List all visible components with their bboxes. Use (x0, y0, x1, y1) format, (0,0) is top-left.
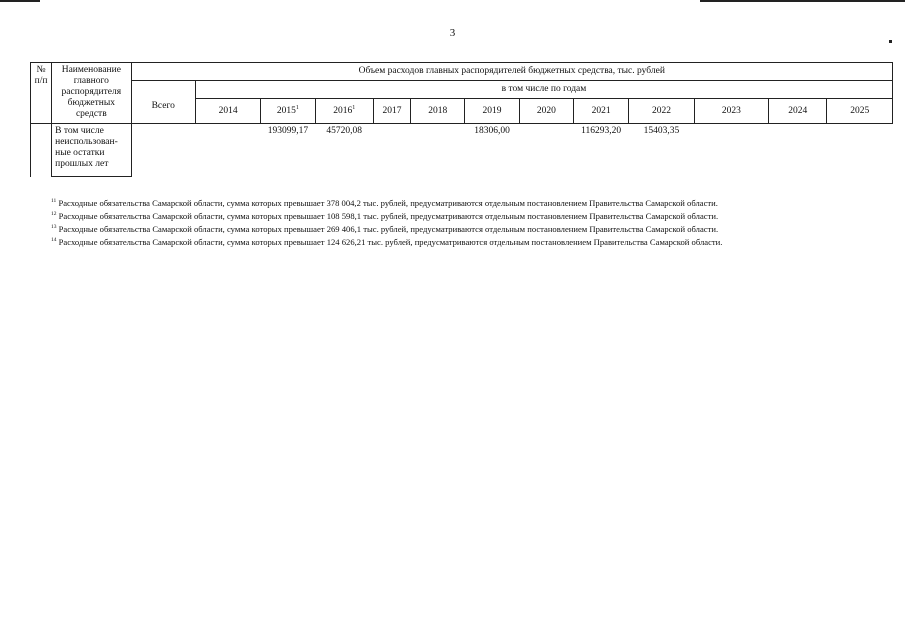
value-cell-2017 (373, 124, 410, 177)
year-label: 2020 (536, 105, 556, 116)
year-header-2015 (261, 99, 315, 124)
year-header-2018 (411, 99, 465, 124)
scan-mark-top-right (700, 0, 905, 2)
footnote-text: Расходные обязательства Самарской области, сумма которых превышает 269 406,1 тыс. рублей, предусматриваются отдельным постановлением Правительства Самарской области. (56, 224, 719, 234)
footnote (51, 210, 722, 223)
year-header-2021 (573, 99, 628, 124)
row-number-cell (31, 124, 52, 177)
value-cell-2021: 116293,20 (581, 126, 622, 136)
footnote (51, 223, 722, 236)
value-cell-2014 (195, 124, 260, 177)
footnote (51, 236, 722, 249)
value-cell-2020 (519, 124, 573, 177)
year-label: 2019 (482, 105, 502, 116)
year-header-2017 (373, 99, 410, 124)
footnote-mark: 14 (51, 237, 57, 244)
row-total-cell (131, 124, 195, 177)
value-cell-2018 (411, 124, 465, 177)
total-header: Всего (131, 81, 195, 124)
value-cell-2016: 45720,08 (326, 126, 363, 136)
footnote-text: Расходные обязательства Самарской области, сумма которых превышает 124 626,21 тыс. рублей, предусматриваются отдельным постановлением Правительства Самарской области. (56, 237, 723, 247)
year-label: 2023 (721, 105, 741, 116)
year-label: 2018 (428, 105, 448, 116)
year-label: 2022 (651, 105, 671, 116)
year-label: 2024 (788, 105, 808, 116)
col-name-header: Наименование главного распорядителя бюджетных средств (52, 63, 131, 124)
value-cell-2019: 18306,00 (474, 126, 510, 136)
value-cell-2024 (769, 124, 827, 177)
value-cell-2025 (827, 124, 893, 177)
year-label: 2014 (218, 105, 238, 116)
year-header-2019 (465, 99, 519, 124)
year-header-2023 (694, 99, 768, 124)
year-header-2014 (195, 99, 260, 124)
row-name-cell: В том числе неиспользован-ные остатки прошлых лет (52, 124, 131, 177)
year-header-2025 (827, 99, 893, 124)
expense-header: Объем расходов главных распорядителей бюджетных средства, тыс. рублей (131, 63, 892, 81)
scan-mark-top-left (0, 0, 40, 2)
year-footnote-mark: 1 (295, 104, 299, 111)
year-footnote-mark: 1 (352, 104, 356, 111)
year-label: 2025 (850, 105, 870, 116)
page-number: 3 (449, 27, 456, 39)
footnote-text: Расходные обязательства Самарской области, сумма которых превышает 378 004,2 тыс. рублей, предусматриваются отдельным постановлением Правительства Самарской области. (56, 198, 718, 208)
year-header-2022 (629, 99, 694, 124)
footnotes (51, 197, 722, 249)
scan-dot (889, 40, 892, 43)
footnote-mark: 12 (51, 211, 57, 218)
value-cell-2015: 193099,17 (267, 126, 309, 136)
value-cell-2023 (694, 124, 768, 177)
year-header-2024 (769, 99, 827, 124)
by-years-header: в том числе по годам (195, 81, 892, 99)
year-label: 2015 (276, 105, 296, 116)
year-header-2020 (519, 99, 573, 124)
year-label: 2017 (382, 105, 402, 116)
year-label: 2021 (591, 105, 611, 116)
value-cell-2022: 15403,35 (643, 126, 680, 136)
year-header-2016 (315, 99, 373, 124)
budget-table (30, 62, 893, 177)
footnote (51, 197, 722, 210)
col-number-header: № п/п (31, 63, 52, 124)
footnote-mark: 13 (51, 224, 57, 231)
footnote-mark: 11 (51, 198, 57, 205)
year-label: 2016 (333, 105, 353, 116)
footnote-text: Расходные обязательства Самарской области, сумма которых превышает 108 598,1 тыс. рублей, предусматриваются отдельным постановлением Правительства Самарской области. (56, 211, 719, 221)
